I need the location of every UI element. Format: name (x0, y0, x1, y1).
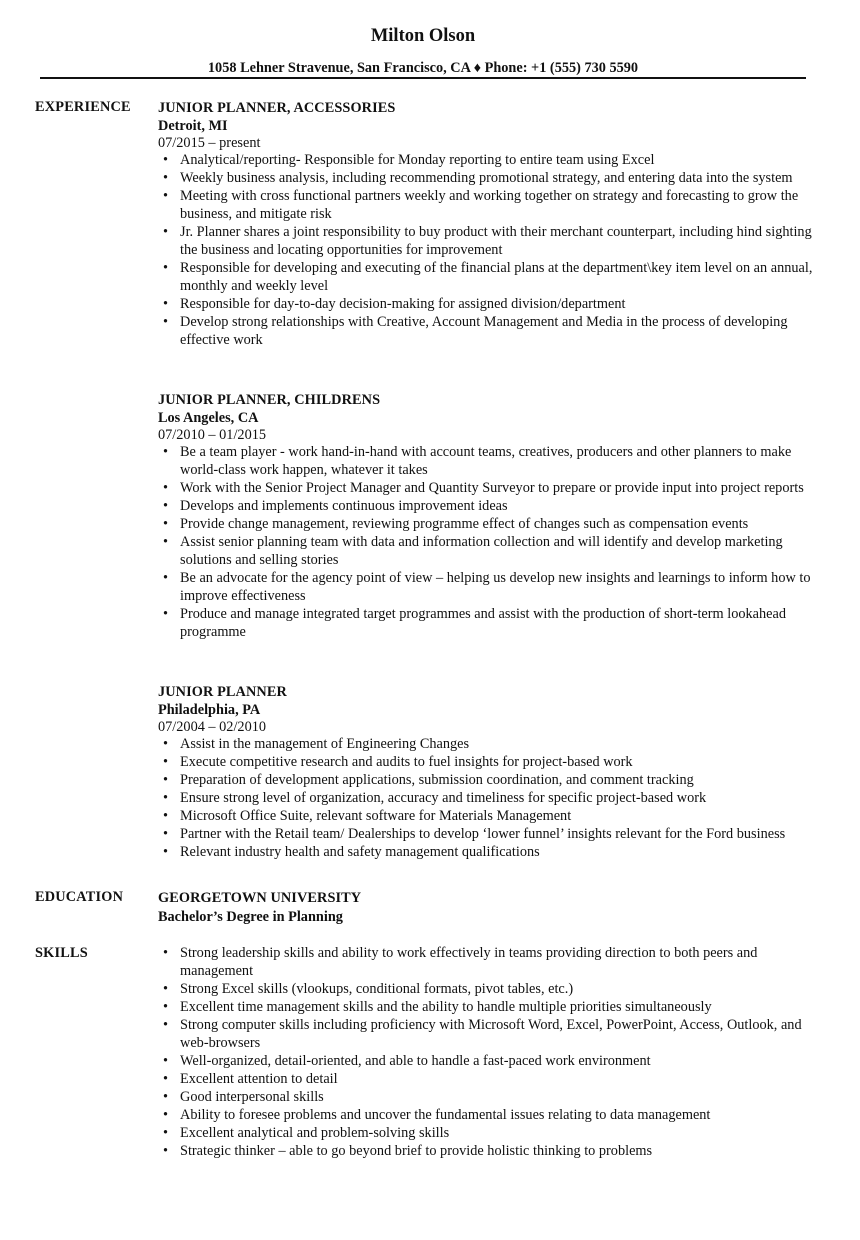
job-bullets (158, 443, 818, 641)
list-item: • Jr. Planner shares a joint responsibility to buy product with their merchant counterpart, including hind sighting the business and locating opportunities for improvement (158, 223, 818, 259)
contact-line: 1058 Lehner Stravenue, San Francisco, CA ♦ Phone: +1 (555) 730 5590 (207, 60, 639, 76)
job-location: Los Angeles, CA (158, 410, 259, 426)
candidate-name: Milton Olson (370, 26, 476, 46)
list-item: • Strong Excel skills (vlookups, conditional formats, pivot tables, etc.) (158, 980, 818, 998)
job-title: JUNIOR PLANNER, ACCESSORIES (158, 100, 396, 116)
list-item: • Execute competitive research and audits to fuel insights for project-based work (158, 753, 818, 771)
list-item: • Assist senior planning team with data and information collection and will identify and develop marketing solutions and selling stories (158, 533, 818, 569)
list-item: • Excellent attention to detail (158, 1070, 818, 1088)
list-item: • Strong leadership skills and ability to work effectively in teams providing direction to both peers and management (158, 944, 818, 980)
skills-list-block (158, 944, 818, 1160)
experience-entry-3 (158, 683, 818, 861)
list-item: • Relevant industry health and safety management qualifications (158, 843, 818, 861)
list-item: • Microsoft Office Suite, relevant software for Materials Management (158, 807, 818, 825)
degree: Bachelor’s Degree in Planning (158, 909, 343, 925)
school-name: GEORGETOWN UNIVERSITY (158, 890, 362, 906)
job-dates: 07/2010 – 01/2015 (158, 427, 267, 443)
job-location: Detroit, MI (158, 118, 228, 134)
list-item: • Partner with the Retail team/ Dealerships to develop ‘lower funnel’ insights relevant for the Ford business (158, 825, 818, 843)
skills-section-label: SKILLS (35, 945, 88, 961)
list-item: • Develop strong relationships with Creative, Account Management and Media in the process of developing effective work (158, 313, 818, 349)
list-item: • Ability to foresee problems and uncover the fundamental issues relating to data management (158, 1106, 818, 1124)
education-section-label: EDUCATION (35, 889, 124, 905)
job-dates: 07/2015 – present (158, 135, 261, 151)
job-title: JUNIOR PLANNER (158, 684, 287, 700)
job-bullets (158, 151, 818, 349)
experience-entry-2 (158, 391, 818, 641)
list-item: • Meeting with cross functional partners weekly and working together on strategy and forecasting to grow the business, and mitigate risk (158, 187, 818, 223)
skills-list (158, 944, 818, 1160)
list-item: • Weekly business analysis, including recommending promotional strategy, and entering data into the system (158, 169, 818, 187)
header-divider (40, 77, 806, 79)
job-title: JUNIOR PLANNER, CHILDRENS (158, 392, 381, 408)
list-item: • Be a team player - work hand-in-hand with account teams, creatives, producers and other planners to make world-class work happen, whatever it takes (158, 443, 818, 479)
list-item: • Preparation of development applications, submission coordination, and comment tracking (158, 771, 818, 789)
list-item: • Responsible for day-to-day decision-making for assigned division/department (158, 295, 818, 313)
list-item: • Assist in the management of Engineering Changes (158, 735, 818, 753)
list-item: • Be an advocate for the agency point of view – helping us develop new insights and learnings to inform how to improve effectiveness (158, 569, 818, 605)
list-item: • Produce and manage integrated target programmes and assist with the production of short-term lookahead programme (158, 605, 818, 641)
list-item: • Work with the Senior Project Manager and Quantity Surveyor to prepare or provide input into project reports (158, 479, 818, 497)
job-dates: 07/2004 – 02/2010 (158, 719, 267, 735)
list-item: • Excellent analytical and problem-solving skills (158, 1124, 818, 1142)
list-item: • Strategic thinker – able to go beyond brief to provide holistic thinking to problems (158, 1142, 818, 1160)
list-item: • Develops and implements continuous improvement ideas (158, 497, 818, 515)
list-item: • Strong computer skills including proficiency with Microsoft Word, Excel, PowerPoint, Access, Outlook, and web-browsers (158, 1016, 818, 1052)
list-item: • Well-organized, detail-oriented, and able to handle a fast-paced work environment (158, 1052, 818, 1070)
list-item: • Analytical/reporting- Responsible for Monday reporting to entire team using Excel (158, 151, 818, 169)
experience-section-label: EXPERIENCE (35, 99, 131, 115)
education-entry (158, 889, 818, 926)
experience-entry-1 (158, 99, 818, 349)
list-item: • Provide change management, reviewing programme effect of changes such as compensation events (158, 515, 818, 533)
list-item: • Excellent time management skills and the ability to handle multiple priorities simultaneously (158, 998, 818, 1016)
list-item: • Ensure strong level of organization, accuracy and timeliness for specific project-based work (158, 789, 818, 807)
job-bullets (158, 735, 818, 861)
list-item: • Responsible for developing and executing of the financial plans at the department\key item level on an annual, monthly and weekly level (158, 259, 818, 295)
job-location: Philadelphia, PA (158, 702, 261, 718)
list-item: • Good interpersonal skills (158, 1088, 818, 1106)
